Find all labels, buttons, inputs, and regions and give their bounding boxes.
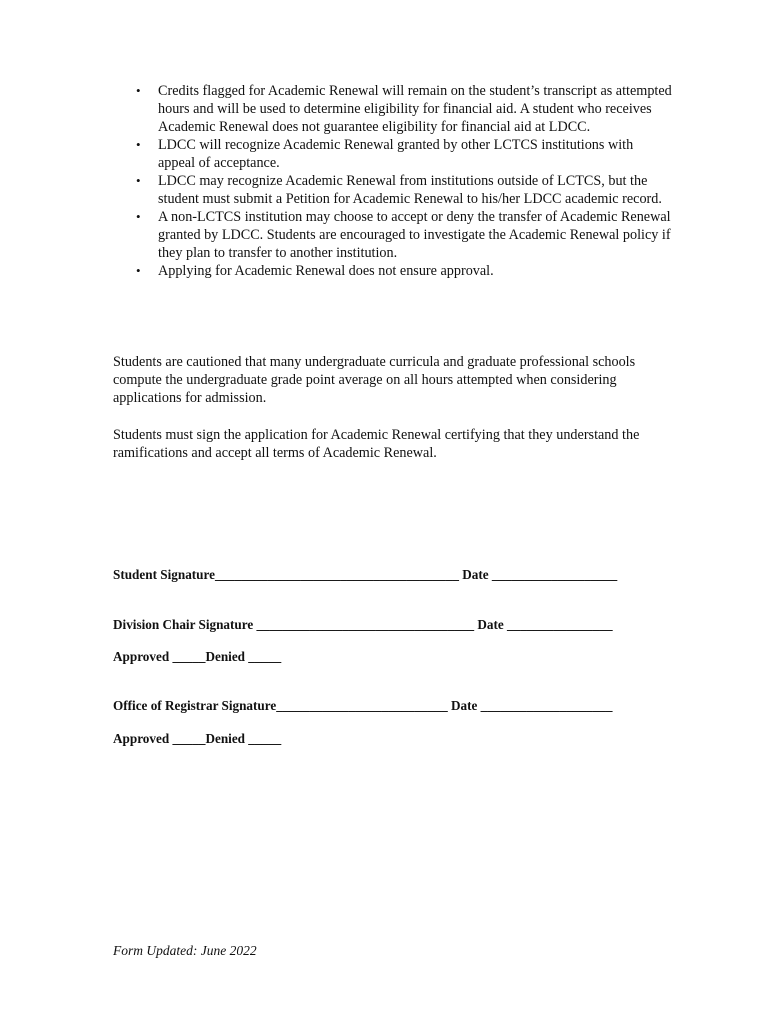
student-signature-line[interactable]: Student Signature_____________________________________ Date ___________________ <box>113 567 618 582</box>
bullet-text: Applying for Academic Renewal does not ensure approval. <box>158 263 494 279</box>
bullet-icon: • <box>136 209 141 224</box>
form-updated-footer: Form Updated: June 2022 <box>113 943 257 958</box>
bullet-icon: • <box>136 263 141 278</box>
bullet-text: LDCC will recognize Academic Renewal granted by other LCTCS institutions with appeal of acceptance. <box>158 137 634 171</box>
bullet-icon: • <box>136 173 141 188</box>
bullet-text: LDCC may recognize Academic Renewal from institutions outside of LCTCS, but the student must submit a Petition for Academic Renewal to his/her LDCC academic record. <box>158 173 662 207</box>
bullet-text: A non-LCTCS institution may choose to accept or deny the transfer of Academic Renewal granted by LDCC. Students are encouraged to investigate the Academic Renewal policy if they plan to transfer to another institution. <box>158 209 671 261</box>
certification-paragraph: Students must sign the application for Academic Renewal certifying that they understand the ramifications and accept all terms of Academic Renewal. <box>113 427 640 461</box>
caution-paragraph: Students are cautioned that many undergraduate curricula and graduate professional schools compute the undergraduate grade point average on all hours attempted when considering applications for admission. <box>113 354 636 406</box>
bullet-text: Credits flagged for Academic Renewal will remain on the student’s transcript as attempted hours and will be used to determine eligibility for financial aid. A student who receives Academic Renewal does not guarantee eligibility for financial aid at LDCC. <box>158 83 672 135</box>
division-chair-signature-line[interactable]: Division Chair Signature _________________________________ Date ________________ <box>113 617 613 632</box>
bullet-list <box>113 82 673 280</box>
bullet-icon: • <box>136 83 141 98</box>
list-item <box>113 82 673 136</box>
list-item <box>113 136 673 172</box>
bullet-icon: • <box>136 137 141 152</box>
list-item <box>113 172 673 208</box>
registrar-signature-line[interactable]: Office of Registrar Signature__________________________ Date ____________________ <box>113 698 613 713</box>
chair-approval-line[interactable]: Approved _____Denied _____ <box>113 649 282 664</box>
list-item <box>113 262 673 280</box>
list-item <box>113 208 673 262</box>
registrar-approval-line[interactable]: Approved _____Denied _____ <box>113 731 282 746</box>
